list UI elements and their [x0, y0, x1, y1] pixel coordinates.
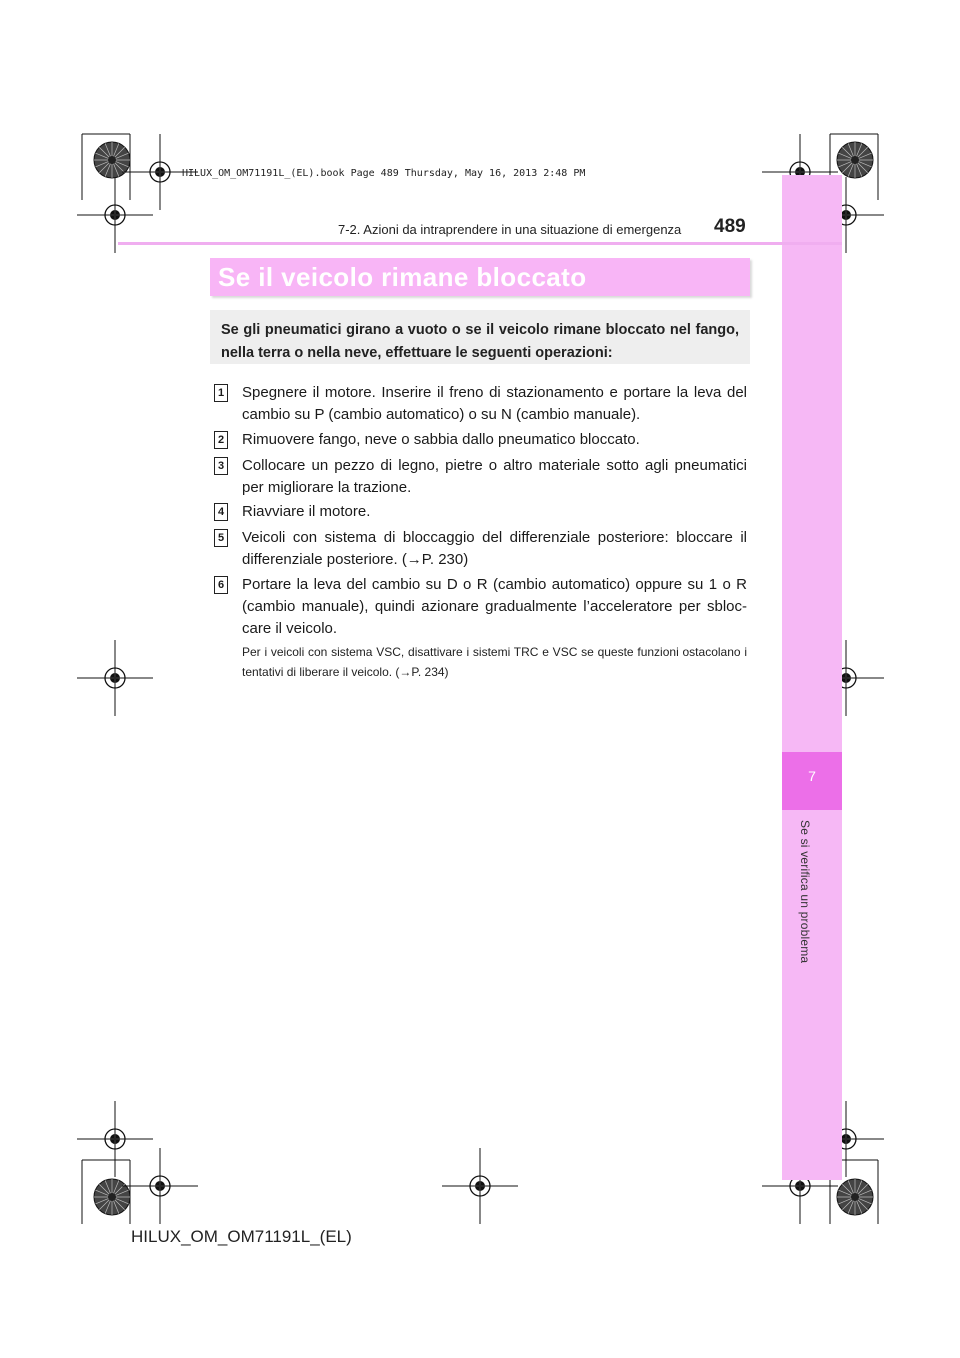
step-number: 6: [214, 576, 228, 594]
chapter-number: 7: [808, 768, 816, 784]
color-wheel-icon: [94, 142, 130, 178]
step-number: 3: [214, 457, 228, 475]
note-text: Per i veicoli con sistema VSC, disattivare i sistemi TRC e VSC se queste funzioni ostacolano i tentativi di liberare il veicolo. (→P. 234): [242, 645, 747, 679]
color-wheel-icon: [837, 142, 873, 178]
intro-box: [210, 310, 750, 364]
registration-mark-icon: [77, 1101, 153, 1177]
section-title: 7-2. Azioni da intraprendere in una situazione di emergenza: [338, 222, 682, 237]
page-number: 489: [714, 216, 746, 237]
step-text: Rimuovere fango, neve o sabbia dallo pneumatico bloccato.: [242, 431, 640, 448]
step-number: 1: [214, 384, 228, 402]
step-number: 2: [214, 431, 228, 449]
step-text: Veicoli con sistema di bloccaggio del differenziale posteriore: bloccare il differenziale posteriore. (→P. 230): [242, 529, 747, 568]
step-number: 4: [214, 503, 228, 521]
step-text: Collocare un pezzo di legno, pietre o altro materiale sotto agli pneumatici per migliorare la trazione.: [242, 457, 747, 496]
color-wheel-icon: [94, 1179, 130, 1215]
chapter-tab-strip: [782, 175, 842, 1180]
doc-code: HILUX_OM_OM71191L_(EL): [131, 1227, 352, 1246]
step-number: 5: [214, 529, 228, 547]
chapter-title: Se si verifica un problema: [798, 820, 812, 964]
registration-mark-icon: [77, 640, 153, 716]
book-stamp: HILUX_OM_OM71191L_(EL).book Page 489 Thursday, May 16, 2013 2:48 PM: [182, 168, 586, 179]
page-title: Se il veicolo rimane bloccato: [218, 262, 587, 292]
step-text: Spegnere il motore. Inserire il freno di stazionamento e portare la leva del cambio su P (cambio automatico) o su N (cambio manuale).: [242, 384, 747, 423]
registration-mark-icon: [442, 1148, 518, 1224]
title-bar: [210, 258, 750, 296]
step-text: Riavviare il motore.: [242, 503, 371, 520]
header-rule: [118, 242, 842, 245]
step-text: Portare la leva del cambio su D o R (cambio automatico) oppure su 1 o R (cambio manuale), quindi azionare gradualmente l’acceleratore per sbloc-care il veicolo.: [242, 576, 747, 637]
registration-mark-icon: [122, 1148, 198, 1224]
intro-text: Se gli pneumatici girano a vuoto o se il veicolo rimane bloccato nel fango, nella terra o nella neve, effettuare le seguenti operazioni:: [221, 322, 739, 361]
color-wheel-icon: [837, 1179, 873, 1215]
